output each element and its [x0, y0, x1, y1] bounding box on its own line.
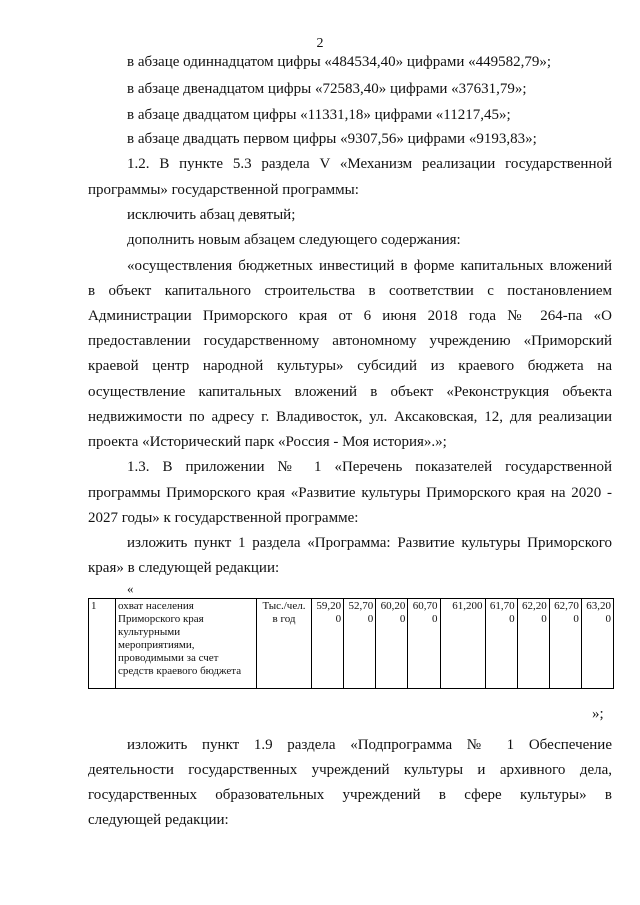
- text-line: Администрации Приморского края от 6 июня 2018 года № 264-па «О: [88, 308, 612, 324]
- indicator-table: [88, 598, 614, 689]
- table-cell-value: 61,700: [485, 599, 517, 689]
- text-line: в абзаце двадцать первом цифры «9307,56» цифрами «9193,83»;: [127, 131, 537, 147]
- text-line: в абзаце двадцатом цифры «11331,18» цифрами «11217,45»;: [127, 107, 511, 123]
- text-line: государственных образовательных учреждений в сфере культуры» в: [88, 787, 612, 803]
- quote-open: «: [127, 581, 134, 596]
- table-cell-value: 61,200: [440, 599, 485, 689]
- table-cell-value: 63,200: [581, 599, 613, 689]
- table-cell-value: 62,700: [549, 599, 581, 689]
- text-line: в объект капитального строительства в соответствии с постановлением: [88, 283, 612, 299]
- text-line: 2027 годы» к государственной программе:: [88, 510, 359, 526]
- table-cell-number: 1: [89, 599, 116, 689]
- text-line: осуществление капитальных вложений в объект «Реконструкция объекта: [88, 384, 612, 400]
- text-line: исключить абзац девятый;: [127, 207, 296, 223]
- text-line: программы» государственной программы:: [88, 182, 359, 198]
- text-line: «осуществления бюджетных инвестиций в форме капитальных вложений: [127, 258, 612, 274]
- table-cell-value: 59,200: [312, 599, 344, 689]
- text-line: 1.2. В пункте 5.3 раздела V «Механизм реализации государственной: [127, 156, 612, 172]
- table-cell-value: 60,700: [408, 599, 440, 689]
- text-line: изложить пункт 1.9 раздела «Подпрограмма № 1 Обеспечение: [127, 737, 612, 753]
- text-line: изложить пункт 1 раздела «Программа: Развитие культуры Приморского: [127, 535, 612, 551]
- text-line: недвижимости по адресу г. Владивосток, ул. Аксаковская, 12, для реализации: [88, 409, 612, 425]
- text-line: краевой центр народной культуры» субсидий из краевого бюджета на: [88, 358, 612, 374]
- text-line: проекта «Исторический парк «Россия - Моя история».»;: [88, 434, 447, 450]
- text-line: дополнить новым абзацем следующего содержания:: [127, 232, 461, 248]
- table-cell-unit: Тыс./чел. в год: [257, 599, 312, 689]
- table-cell-value: 62,200: [517, 599, 549, 689]
- quote-close: »;: [592, 706, 604, 722]
- text-line: деятельности государственных учреждений культуры и архивного дела,: [88, 762, 612, 778]
- text-line: предоставлении государственному автономному учреждению «Приморский: [88, 333, 612, 349]
- text-line: программы Приморского края «Развитие культуры Приморского края на 2020 -: [88, 485, 612, 501]
- table-cell-name: охват населения Приморского края культурными мероприятиями, проводимыми за счет средств краевого бюджета: [116, 599, 257, 689]
- table-cell-value: 52,700: [344, 599, 376, 689]
- text-line: края» в следующей редакции:: [88, 560, 280, 576]
- table-row: [89, 599, 614, 689]
- text-line: 1.3. В приложении № 1 «Перечень показателей государственной: [127, 459, 612, 475]
- text-line: следующей редакции:: [88, 812, 229, 828]
- text-line: в абзаце двенадцатом цифры «72583,40» цифрами «37631,79»;: [127, 81, 527, 97]
- page-number: 2: [316, 36, 324, 51]
- text-line: в абзаце одиннадцатом цифры «484534,40» цифрами «449582,79»;: [127, 54, 552, 70]
- table-cell-value: 60,200: [376, 599, 408, 689]
